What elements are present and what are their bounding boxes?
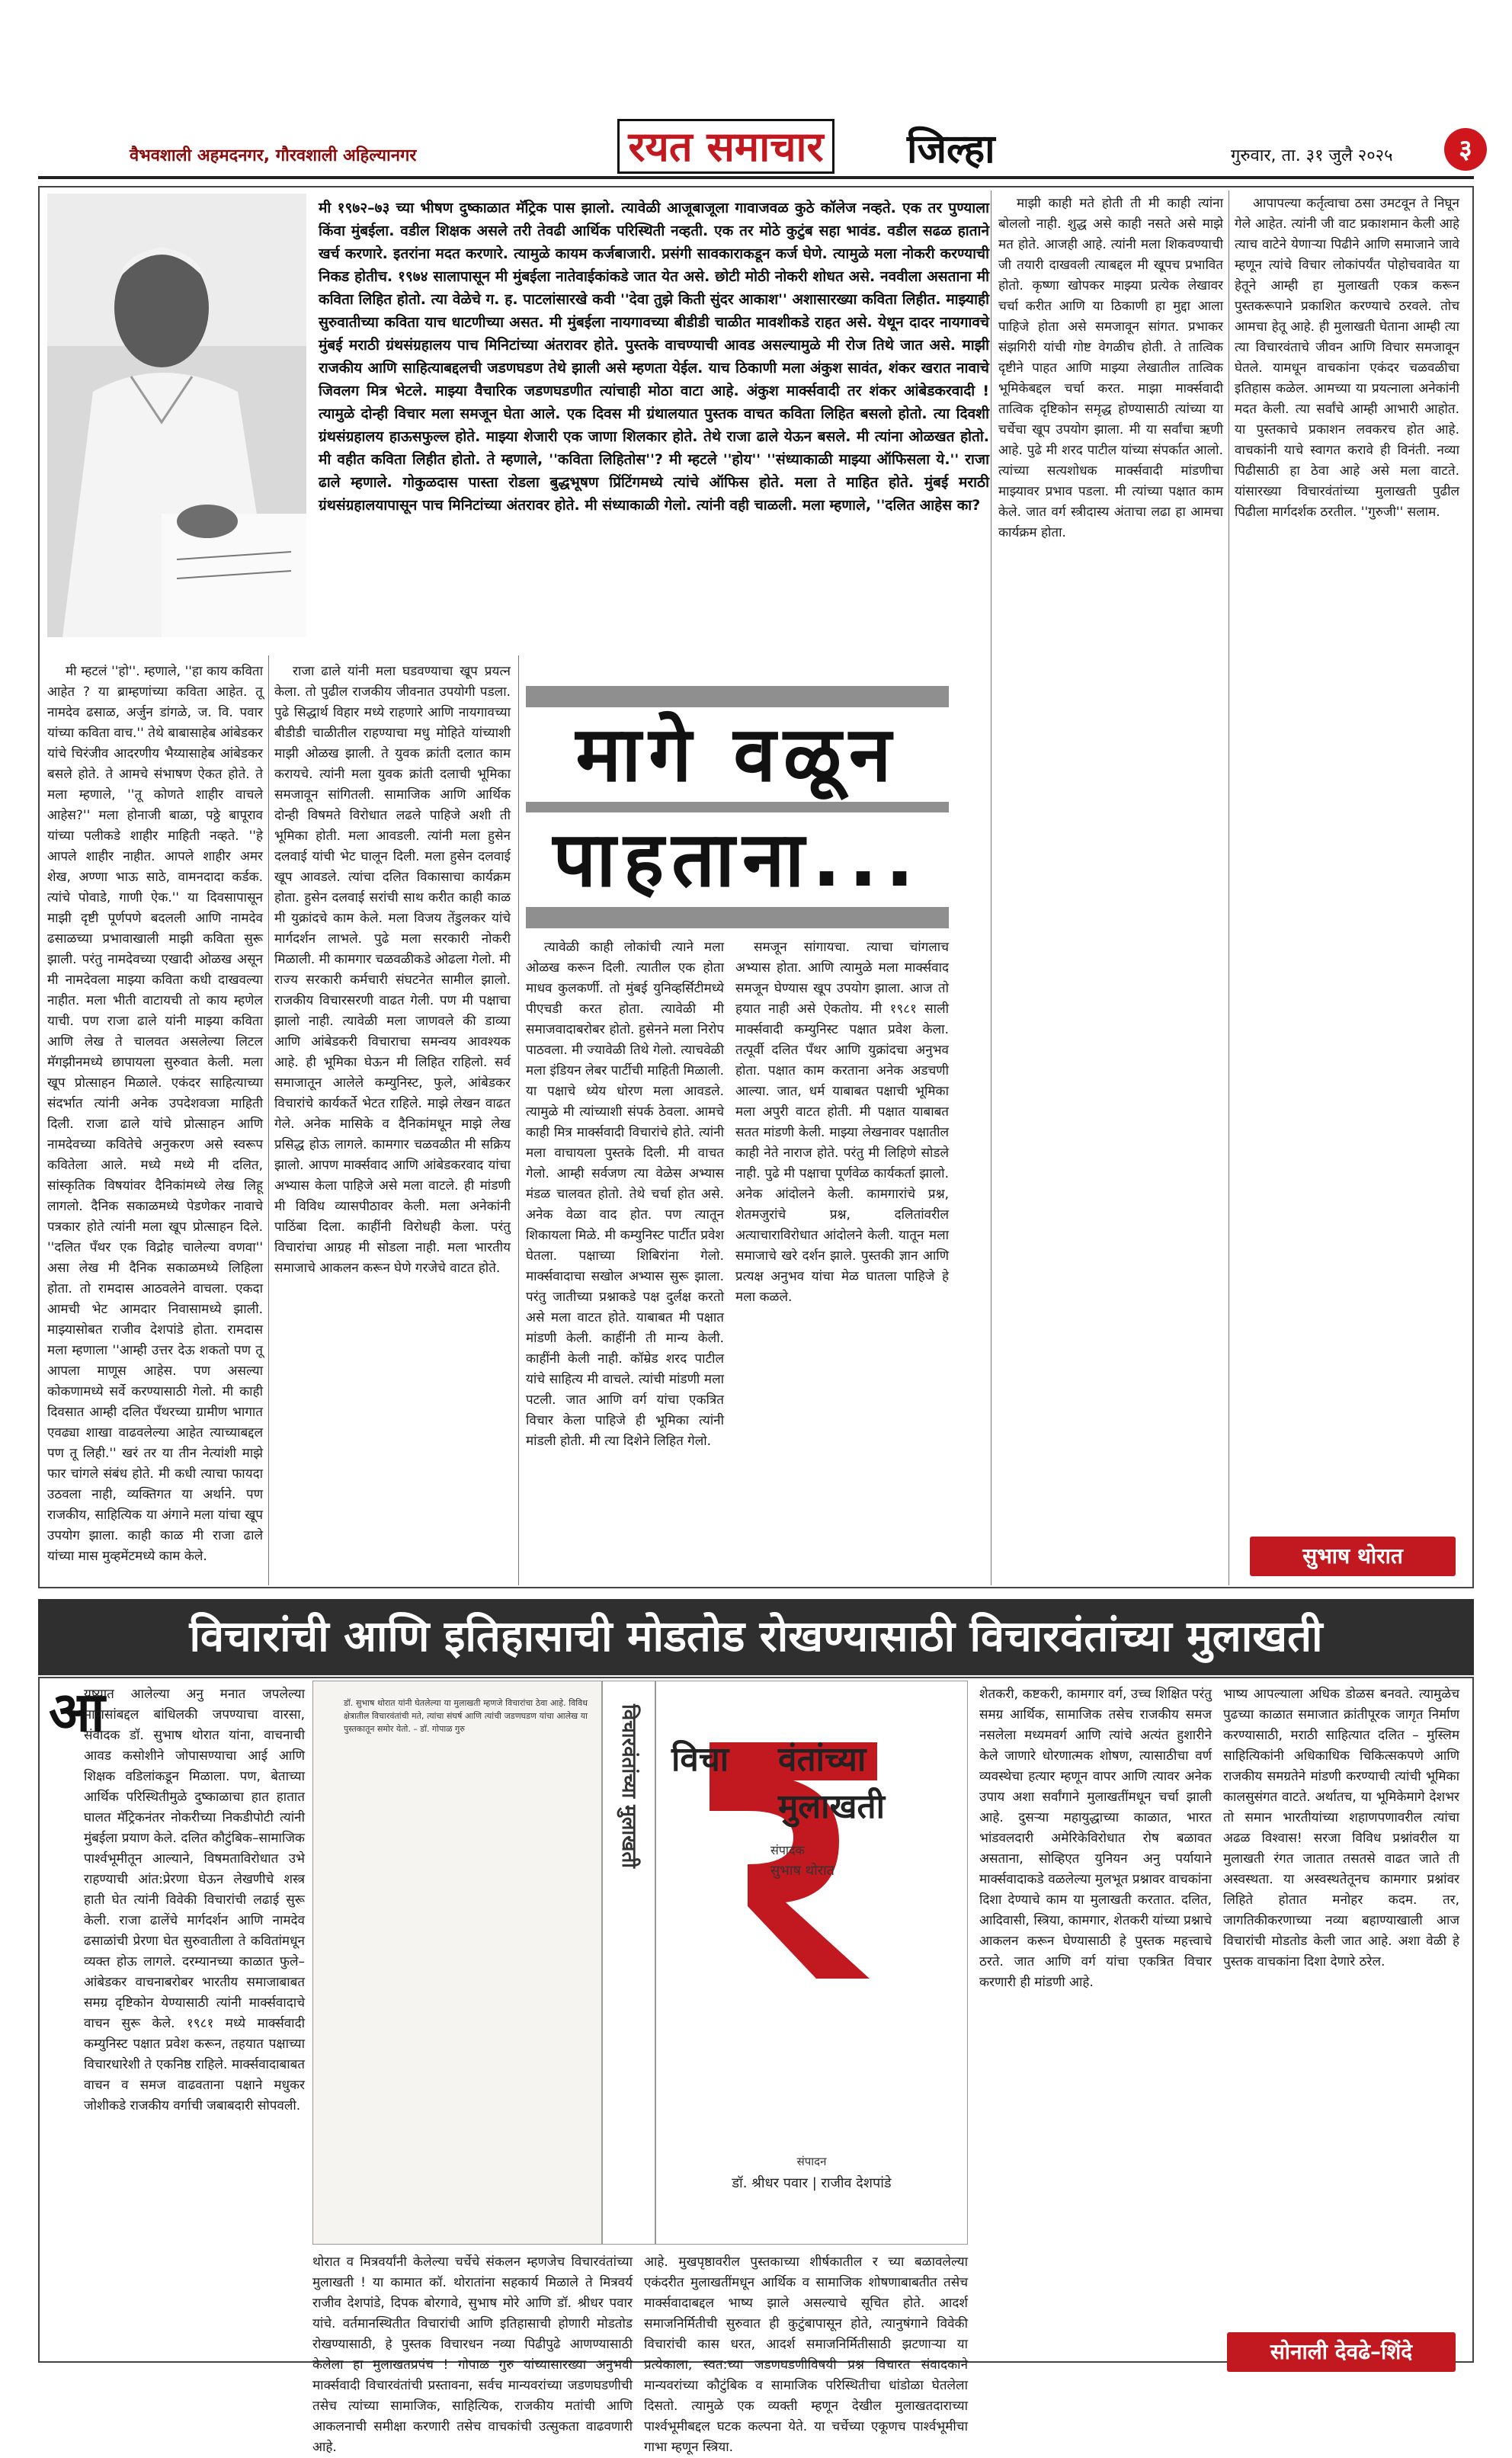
article2-column-2 <box>312 2252 633 2455</box>
column-text: भाष्य आपल्याला अधिक डोळस बनवते. त्यामुळेच पुढच्या काळात समाजात क्रांतीपूरक जागृत निर्माण करण्यासाठी, मराठी साहित्यात दलित – मुस्लिम साहित्यिकांनी अधिकाधिक चिकित्सकपणे आणि राजकीय समग्रतेने मांडणी करण्याची त्यांची भूमिका कालसुसंगत वाटते. अर्थातच, या भूमिकेमागे देशभर तो समान भारतीयांच्या शहाणपणावरील त्यांचा अढळ विश्वास! सरजा विविध प्रश्नांवरील या मुलाखती रंगत जातात तसतसे वाढत जाते ती अस्वस्थता. या अस्वस्थतेतूनच कामगार प्रश्नांवर लिहिते होतात मनोहर कदम. तर, जागतिकीकरणाच्या नव्या बहाण्याखाली आज विचारांची मोडतोड केली जात आहे. अशा वेळी हे पुस्तक वाचकांना दिशा देणारे ठरेल. <box>1223 1687 1459 1969</box>
column-text: मी म्हटलं ''हो''. म्हणाले, ''हा काय कविता आहेत ? या ब्राम्हणांच्या कविता आहेत. तू नामदेव ढसाळ, अर्जुन डांगळे, ज. वि. पवार यांच्या कविता वाच.'' तेथे बाबासाहेब आंबेडकर यांचे चिरंजीव आदरणीय भैय्यासाहेब आंबेडकर बसले होते. ते आमचे संभाषण ऐकत होते. ते मला म्हणाले, ''तू कोणते शाहीर वाचले आहेस?'' मला होनाजी बाळा, पठ्ठे बापूराव यांच्या पलीकडे शाहीर माहिती नव्हते. ''हे आपले शाहीर नाहीत. आपले शाहीर अमर शेख, अण्णा भाऊ साठे, वामनदादा कर्डक. त्यांचे पोवाडे, गाणी ऐक.'' या दिवसापासून माझी दृष्टी पूर्णपणे बदलली आणि नामदेव ढसाळच्या प्रभावाखाली माझी कविता सुरू झाली. परंतु नामदेवच्या एखादी ओळख असून मी नामदेवला माझ्या कविता कधी दाखवल्या नाहीत. मला भीती वाटायची तो काय म्हणेल याची. पण राजा ढाले यांनी माझ्या कविता आणि लेख ते चालवत असलेल्या लिटल मॅगझीनमध्ये छापायला सुरुवात केली. मला खूप प्रोत्साहन मिळाले. एकंदर साहित्याच्या संदर्भात त्यांनी अनेक उपदेशवजा माहिती दिली. राजा ढाले यांचे प्रोत्साहन आणि नामदेवच्या कवितेचे अनुकरण असे स्वरूप कवितेला आले. मध्ये मध्ये मी दलित, सांस्कृतिक विषयांवर दैनिकांमध्ये लेख लिहू लागलो. दैनिक सकाळमध्ये पेडणेकर नावाचे पत्रकार होते त्यांनी मला खूप प्रोत्साहन दिले. ''दलित पँथर एक विद्रोह चालेल्या वणवा'' असा लेख मी दैनिक सकाळमध्ये लिहिला होता. तो रामदास आठवलेने वाचला. एकदा आमची भेट आमदार निवासामध्ये झाली. माझ्यासोबत राजीव देशपांडे होता. रामदास मला म्हणाला ''आम्ही उत्तर देऊ शकतो पण तू आपला माणूस आहेस. पण असल्या कोकणामध्ये सर्वे करण्यासाठी गेलो. मी काही दिवसात आम्ही दलित पँथरच्या ग्रामीण भागात एवढ्या शाखा वाढवलेल्या आहेत त्याच्याबद्दल पण तू लिही.'' खरं तर या तीन नेत्यांशी माझे फार चांगले संबंध होते. मी कधी त्याचा फायदा उठवला नाही, व्यक्तिगत या अर्थाने. पण राजकीय, साहित्यिक या अंगाने मला यांचा खूप उपयोग झाला. काही काळ मी राजा ढाले यांच्या मास मुव्हमेंटमध्ये काम केले. <box>47 664 263 1564</box>
author-byline: सुभाष थोरात <box>1250 1537 1456 1576</box>
column-text: समजून सांगायचा. त्याचा चांगलाच अभ्यास होता. आणि त्यामुळे मला मार्क्सवाद समजून घेण्यास खूप उपयोग झाला. आज तो हयात नाही असे ऐकतोय. मी १९८१ साली मार्क्सवादी कम्युनिस्ट पक्षात प्रवेश केला. तत्पूर्वी दलित पँथर आणि युक्रांदचा अनुभव होता. पक्षात काम करताना अनेक अडचणी आल्या. जात, धर्म याबाबत पक्षाची भूमिका मला अपुरी वाटत होती. मी पक्षात याबाबत सतत मांडणी केली. माझ्या लेखनावर पक्षातील काही नेते नाराज होते. परंतु मी लिहिणे सोडले नाही. पुढे मी पक्षाचा पूर्णवेळ कार्यकर्ता झालो. अनेक आंदोलने केली. कामगारांचे प्रश्न, शेतमजुरांचे प्रश्न, दलितांवरील अत्याचाराविरोधात आंदोलने केली. यातून मला समाजाचे खरे दर्शन झाले. पुस्तकी ज्ञान आणि प्रत्यक्ष अनुभव यांचा मेळ घातला पाहिजे हे मला कळले. <box>735 940 949 1305</box>
book-inner-page <box>312 1681 602 2245</box>
article2-column-1 <box>84 1684 305 2117</box>
tagline: वैभवशाली अहमदनगर, गौरवशाली अहिल्यानगर <box>130 146 417 165</box>
column-text: माझी काही मते होती ती मी काही त्यांना बोललो नाही. शुद्ध असे काही नसते असे माझे मत होते. आजही आहे. त्यांनी मला शिकवण्याची जी तयारी दाखवली त्याबद्दल मी खूपच प्रभावित होतो. कृष्णा खोपकर माझ्या प्रत्येक लेखावर चर्चा करीत आणि या ठिकाणी हा मुद्दा आला पाहिजे होता असे समजावून सांगत. प्रभाकर संझगिरी यांची गोष्ट वेगळीच होती. ते तात्विक दृष्टीने पाहत आणि माझ्या लेखातील तात्विक भूमिकेबद्दल चर्चा करत. माझा मार्क्सवादी तात्विक दृष्टिकोन समृद्ध होण्यासाठी त्यांच्या या चर्चेचा खूप उपयोग झाला. मी या सर्वांचा ऋणी आहे. पुढे मी शरद पाटील यांच्या संपर्कात आलो. त्यांच्या सत्यशोधक मार्क्सवादी मांडणीचा माझ्यावर प्रभाव पडला. मी त्यांच्या पक्षात काम केले. जात वर्ग स्त्रीदास्य अंताचा लढा हा आमचा कार्यक्रम होता. <box>998 196 1223 540</box>
drop-cap: आ <box>49 1680 105 1744</box>
cover-title-part-2: वंतांच्या <box>778 1740 867 1779</box>
headline-line-1: मागे वळून <box>575 710 899 799</box>
column-divider <box>268 655 269 1585</box>
article2-column-4 <box>979 1684 1212 1993</box>
headline-panel <box>526 686 949 928</box>
paper-title-box <box>617 119 834 174</box>
cover-title-part-1: विचा <box>671 1740 729 1779</box>
cover-compilers-label: संपादन <box>796 2155 827 2168</box>
column-divider <box>1228 191 1229 1585</box>
column-text: थोरात व मित्रवर्यांनी केलेल्या चर्चेचे संकलन म्हणजेच विचारवंतांच्या मुलाखती ! या कामात कॉ. थोरातांना सहकार्य मिळाले ते मित्रवर्य राजीव देशपांडे, दिपक बोरगावे, सुभाष मोरे आणि डॉ. श्रीधर पवार यांचे. वर्तमानस्थितीत विचारांची आणि इतिहासाची होणारी मोडतोड रोखण्यासाठी, हे पुस्तक विचारधन नव्या पिढीपुढे आणण्यासाठी केलेला हा मुलाखतप्रपंच ! गोपाळ गुरु यांच्यासारख्या अनुभवी मार्क्सवादी विचारवंतांची प्रस्तावना, सर्वच मान्यवरांच्या जडणघडणीची तसेच त्यांच्या सामाजिक, साहित्यिक, राजकीय मतांची आणि आकलनाची समीक्षा करणारी तसेच वाचकांची उत्सुकता वाढवणारी आहे. <box>312 2255 633 2455</box>
article2-banner <box>38 1599 1474 1675</box>
page-number: ३ <box>1444 128 1487 171</box>
cover-editor-label: संपादक <box>770 1843 805 1857</box>
book-spine-title: विचारवंतांच्या मुलाखती <box>617 1704 640 1868</box>
article-column-1 <box>47 662 263 1567</box>
column-divider <box>518 655 519 1585</box>
book-cover <box>655 1681 968 2245</box>
article-column-6 <box>1235 194 1459 523</box>
article-column-4 <box>735 937 949 1308</box>
book-blurb: डॉ. सुभाष थोरात यांनी घेतलेल्या या मुलाखती म्हणजे विचारांचा ठेवा आहे. विविध क्षेत्रातील विचारवंतांची मते, त्यांचा संघर्ष आणि त्यांची जडणघडण यांचा आलेख या पुस्तकातून समोर येतो. – डॉ. गोपाळ गुरु <box>344 1698 588 1734</box>
article-column-3 <box>526 937 724 1452</box>
headline-strip-2 <box>526 812 949 907</box>
column-text: शेतकरी, कष्टकरी, कामगार वर्ग, उच्च शिक्षित परंतु समग्र आर्थिक, सामाजिक तसेच राजकीय समज नसलेला मध्यमवर्ग आणि त्यांचे अत्यंत हुशारीने केले जाणारे धोरणात्मक शोषण, त्यासाठीचा वर्ण व्यवस्थेचा हत्यार म्हणून वापर आणि त्यावर अनेक उपाय अशा सर्वांगाने मुलाखतींमधून चर्चा झाली आहे. दुसऱ्या महायुद्धाच्या काळात, भारत भांडवलदारी अमेरिकेविरोधात रोष बळावत असताना, सोव्हिएत युनियन अनु पर्यायाने मार्क्सवादाकडे वळलेल्या मुलभूत प्रश्नावर वाचकांना दिशा देण्याचे काम या मुलाखती करतात. दलित, आदिवासी, स्त्रिया, कामगार, शेतकरी यांच्या प्रश्नाचे आकलन करून घेण्यासाठी हे पुस्तक महत्त्वाचे ठरते. जात आणि वर्ग यांचा एकत्रित विचार करणारी ही मांडणी आहे. <box>979 1687 1212 1990</box>
section-name: जिल्हा <box>907 127 995 172</box>
book-spine <box>602 1681 655 2245</box>
article-column-2 <box>274 662 511 1279</box>
author-photo <box>47 194 306 637</box>
article2-column-3 <box>644 2252 968 2455</box>
article-lead: मी १९७२–७३ च्या भीषण दुष्काळात मॅट्रिक पास झालो. त्यावेळी आजूबाजूला गावाजवळ कुठे कॉलेज नव्हते. एक तर पुण्याला किंवा मुंबईला. वडील शिक्षक असले तरी तेवढी आर्थिक परिस्थिती नव्हती. एक तर मोठे कुटुंब सहा भावंड. वडील सढळ हाताने खर्च करणारे. इतरांना मदत करणारे. त्यामुळे कायम कर्जबाजारी. प्रसंगी सावकाराकडून कर्ज घेणे. त्यामुळे मला नोकरी करण्याची निकड होतीच. १९७४ सालापासून मी मुंबईला नातेवाईकांकडे जात येत असे. छोटी मोठी नोकरी शोधत असे. नववीला असताना मी कविता लिहित होतो. त्या वेळेचे ग. ह. पाटलांसारखे कवी ''देवा तुझे किती सुंदर आकाश'' अशासारख्या कविता लिहीत. माझ्याही सुरुवातीच्या कविता याच धाटणीच्या असत. मी मुंबईला नायगावच्या बीडीडी चाळीत मावशीकडे राहत असे. येथून दादर नायगावचे मुंबई मराठी ग्रंथसंग्रहालय पाच मिनिटांच्या अंतरावर होते. पुस्तके वाचण्याची आवड असल्यामुळे मी रोज तिथे जात असे. माझी राजकीय आणि साहित्याबद्दलची जडणघडण तेथे झाली असे म्हणता येईल. याच ठिकाणी मला अंकुश सावंत, शंकर खरात नावाचे जिवलग मित्र भेटले. माझ्या वैचारिक जडणघडणीत त्यांचाही मोठा वाटा आहे. अंकुश मार्क्सवादी तर शंकर आंबेडकरवादी ! त्यामुळे दोन्ही विचार मला समजून घेता आले. एक दिवस मी ग्रंथालयात पुस्तक वाचत कविता लिहित बसलो होतो. त्या दिवशी ग्रंथसंग्रहालय हाऊसफुल्ल होते. माझ्या शेजारी एक जाणा शिलकार होते. तेथे राजा ढाले येऊन बसले. मी त्यांना ओळखत होतो. मी वहीत कविता लिहीत होतो. ते म्हणाले, ''कविता लिहितोस''? मी म्हटले ''होय'' ''संध्याकाळी माझ्या ऑफिसला ये.'' राजा ढाले म्हणाले. गोकुळदास पास्ता रोडला बुद्धभूषण प्रिंटिंगमध्ये त्यांचे ऑफिस होते. मला ते माहित होते. मुंबई मराठी ग्रंथसंग्रहालयापासून पाच मिनिटांच्या अंतरावर होते. मी संध्याकाळी गेलो. त्यांनी वही चाळली. मला म्हणाले, ''दलित आहेस का? <box>319 200 989 514</box>
cover-compilers: डॉ. श्रीधर पवार | राजीव देशपांडे <box>732 2175 892 2191</box>
headline-strip-1 <box>526 707 949 802</box>
author-photo-illustration <box>47 194 306 637</box>
issue-date: गुरुवार, ता. ३१ जुलै २०२५ <box>1231 146 1393 165</box>
masthead <box>38 114 1474 179</box>
headline-line-2: पाहताना... <box>553 815 922 904</box>
cover-editor: सुभाष थोरात <box>770 1863 835 1879</box>
cover-title-part-3: मुलाखती <box>778 1787 886 1826</box>
column-text: आपापल्या कर्तृत्वाचा ठसा उमटवून ते निघून गेले आहेत. त्यांनी जी वाट प्रकाशमान केली आहे त्याच वाटेने येणाऱ्या पिढीने आणि समाजाने जावे म्हणून त्यांचे विचार लोकांपर्यंत पोहोचवावेत या हेतूने आम्ही हा मुलाखती एकत्र करून पुस्तकरूपाने प्रकाशित करण्याचे ठरवले. तोच आमचा हेतू आहे. ही मुलाखती घेताना आम्ही त्या त्या विचारवंताचे जीवन आणि विचार समजावून घेतले. यामधून वाचकांना एकंदर चळवळीचा इतिहास कळेल. आमच्या या प्रयत्नाला अनेकांनी मदत केली. त्या सर्वांचे आम्ही आभारी आहोत. या पुस्तकाचे प्रकाशन लवकरच होत आहे. वाचकांनी याचे स्वागत करावे ही विनंती. नव्या पिढीसाठी हा ठेवा आहे असे मला वाटते. यांसारख्या विचारवंतांच्या मुलाखती पुढील पिढीला मार्गदर्शक ठरतील. ''गुरुजी'' सलाम. <box>1235 196 1459 520</box>
article2-byline: सोनाली देवढे–शिंदे <box>1227 2332 1456 2372</box>
column-text: राजा ढाले यांनी मला घडवण्याचा खूप प्रयत्न केला. तो पुढील राजकीय जीवनात उपयोगी पडला. पुढे सिद्धार्थ विहार मध्ये राहणारे आणि नायगावच्या बीडीडी चाळीतील राहण्याचा मधु मोहिते यांच्याशी माझी ओळख झाली. ते युवक क्रांती दलात काम करायचे. त्यांनी मला युवक क्रांती दलाची भूमिका समजावून सांगितली. सामाजिक आणि आर्थिक दोन्ही विषमते विरोधात लढले पाहिजे अशी ती भूमिका होती. मला आवडली. त्यांनी मला हुसेन दलवाई यांची भेट घालून दिली. मला हुसेन दलवाई खूप आवडले. त्यांचा दलित विकासाचा कार्यक्रम होता. हुसेन दलवाई सरांची साथ करीत काही काळ मी युक्रांदचे काम केले. मला विजय तेंडुलकर यांचे मार्गदर्शन लाभले. पुढे मला सरकारी नोकरी मिळाली. मी कामगार चळवळीकडे ओढला गेलो. मी राज्य सरकारी कर्मचारी संघटनेत सामील झालो. राजकीय विचारसरणी वाढत गेली. पण मी पक्षाचा झालो नाही. त्यावेळी मला जाणवले की डाव्या आणि आंबेडकरी विचाराचा समन्वय आवश्यक आहे. ही भूमिका घेऊन मी लिहित राहिलो. सर्व समाजातून आलेले कम्युनिस्ट, फुले, आंबेडकर विचारांचे कार्यकर्ते भेटत राहिले. माझे लेखन वाढत गेले. अनेक मासिके व दैनिकांमधून माझे लेख प्रसिद्ध होऊ लागले. कामगार चळवळीत मी सक्रिय झालो. आपण मार्क्सवाद आणि आंबेडकरवाद यांचा अभ्यास केला पाहिजे असे मला वाटले. ही मांडणी मी विविध व्यासपीठावर केली. मला अनेकांनी पाठिंबा दिला. काहींनी विरोधही केला. परंतु विचारांचा आग्रह मी सोडला नाही. मला भारतीय समाजाचे आकलन करून घेणे गरजेचे वाटत होते. <box>274 664 511 1276</box>
article2-column-5 <box>1223 1684 1459 1972</box>
column-text: युष्यात आलेल्या अनु मनात जपलेल्या माणसांबद्दल बांधिलकी जपण्याचा वारसा, संवादक डॉ. सुभाष थोरात यांना, वाचनाची आवड कसोशीने जोपासण्याचा आई आणि शिक्षक वडिलांकडून मिळाला. पण, बेताच्या आर्थिक परिस्थितीमुळे दुष्काळाचा हात हातात घालत मॅट्रिकनंतर नोकरीच्या निकडीपोटी त्यांनी मुंबईला प्रयाण केले. दलित कौटुंबिक–सामाजिक पार्श्वभूमीतून आल्याने, विषमताविरोधात उभे राहण्याची आंत:प्रेरणा घेऊन लेखणीचे शस्त्र हाती घेत त्यांनी विवेकी विचारांची लढाई सुरू केली. राजा ढालेंचे मार्गदर्शन आणि नामदेव ढसाळांची प्रेरणा घेत सुरुवातीला ते कवितांमधून व्यक्त होऊ लागले. दरम्यानच्या काळात फुले–आंबेडकर वाचनाबरोबर भारतीय समाजाबाबत समग्र दृष्टिकोन येण्यासाठी त्यांनी मार्क्सवादाचे वाचन सुरू केले. १९८१ मध्ये मार्क्सवादी कम्युनिस्ट पक्षात प्रवेश करून, तहयात पक्षाच्या विचारधारेशी ते एकनिष्ठ राहिले. मार्क्सवादाबाबत वाचन व समज वाढवताना पक्षाने मधुकर जोशीकडे राजकीय वर्गाची जबाबदारी सोपवली. <box>84 1687 305 2113</box>
paper-title: रयत समाचार <box>628 123 824 171</box>
article2-headline: विचारांची आणि इतिहासाची मोडतोड रोखण्यासाठी विचारवंतांच्या मुलाखती <box>189 1612 1323 1662</box>
column-text: आहे. मुखपृष्ठावरील पुस्तकाच्या शीर्षकातील र च्या बळावलेल्या एकंदरीत मुलाखतींमधून आर्थिक व सामाजिक शोषणाबाबतीत तसेच मार्क्सवादाबद्दल भाष्य झाले असल्याचे सूचित होते. आदर्श समाजनिर्मितीची सुरुवात ही कुटुंबापासून होते, त्यानुषंगाने विवेकी विचारांची कास धरत, आदर्श समाजनिर्मितीसाठी झटणाऱ्या या प्रत्येकाला, स्वत:च्या जडणघडणीविषयी प्रश्न विचारत संवादकाने मान्यवरांच्या कौटुंबिक व सामाजिक परिस्थितीचा धांडोळा घेतलेला दिसतो. त्यामुळे एक व्यक्ती म्हणून देखील मुलाखतदाराच्या पार्श्वभूमीबद्दल घटक कल्पना येते. या चर्चेच्या एकूणच पार्श्वभूमीचा गाभा म्हणून स्त्रिया. <box>644 2255 968 2455</box>
article-column-5 <box>998 194 1223 543</box>
column-text: त्यावेळी काही लोकांची त्याने मला ओळख करून दिली. त्यातील एक होता माधव कुलकर्णी. तो मुंबई युनिव्हर्सिटीमध्ये पीएचडी करत होता. त्यावेळी मी समाजवादाबरोबर होतो. हुसेनने मला निरोप पाठवला. मी ज्यावेळी तिथे गेलो. त्याचवेळी मला इंडियन लेबर पार्टीची माहिती मिळाली. या पक्षाचे ध्येय धोरण मला आवडले. त्यामुळे मी त्यांच्याशी संपर्क ठेवला. आमचे काही मित्र मार्क्सवादी विचारांचे होते. त्यांनी मला वाचायला पुस्तके दिली. मी वाचत गेलो. आम्ही सर्वजण त्या वेळेस अभ्यास मंडळ चालवत होतो. तेथे चर्चा होत असे. अनेक वेळा वाद होत. पण त्यातून शिकायला मिळे. मी कम्युनिस्ट पार्टीत प्रवेश घेतला. पक्षाच्या शिबिरांना गेलो. मार्क्सवादाचा सखोल अभ्यास सुरू झाला. परंतु जातीच्या प्रश्नाकडे पक्ष दुर्लक्ष करतो असे मला वाटत होते. याबाबत मी पक्षात मांडणी केली. काहींनी ती मान्य केली. काहींनी केली नाही. कॉम्रेड शरद पाटील यांचे साहित्य मी वाचले. त्यांची मांडणी मला पटली. जात आणि वर्ग यांचा एकत्रित विचार केला पाहिजे ही भूमिका त्यांनी मांडली होती. मी त्या दिशेने लिहित गेलो. <box>526 940 724 1449</box>
